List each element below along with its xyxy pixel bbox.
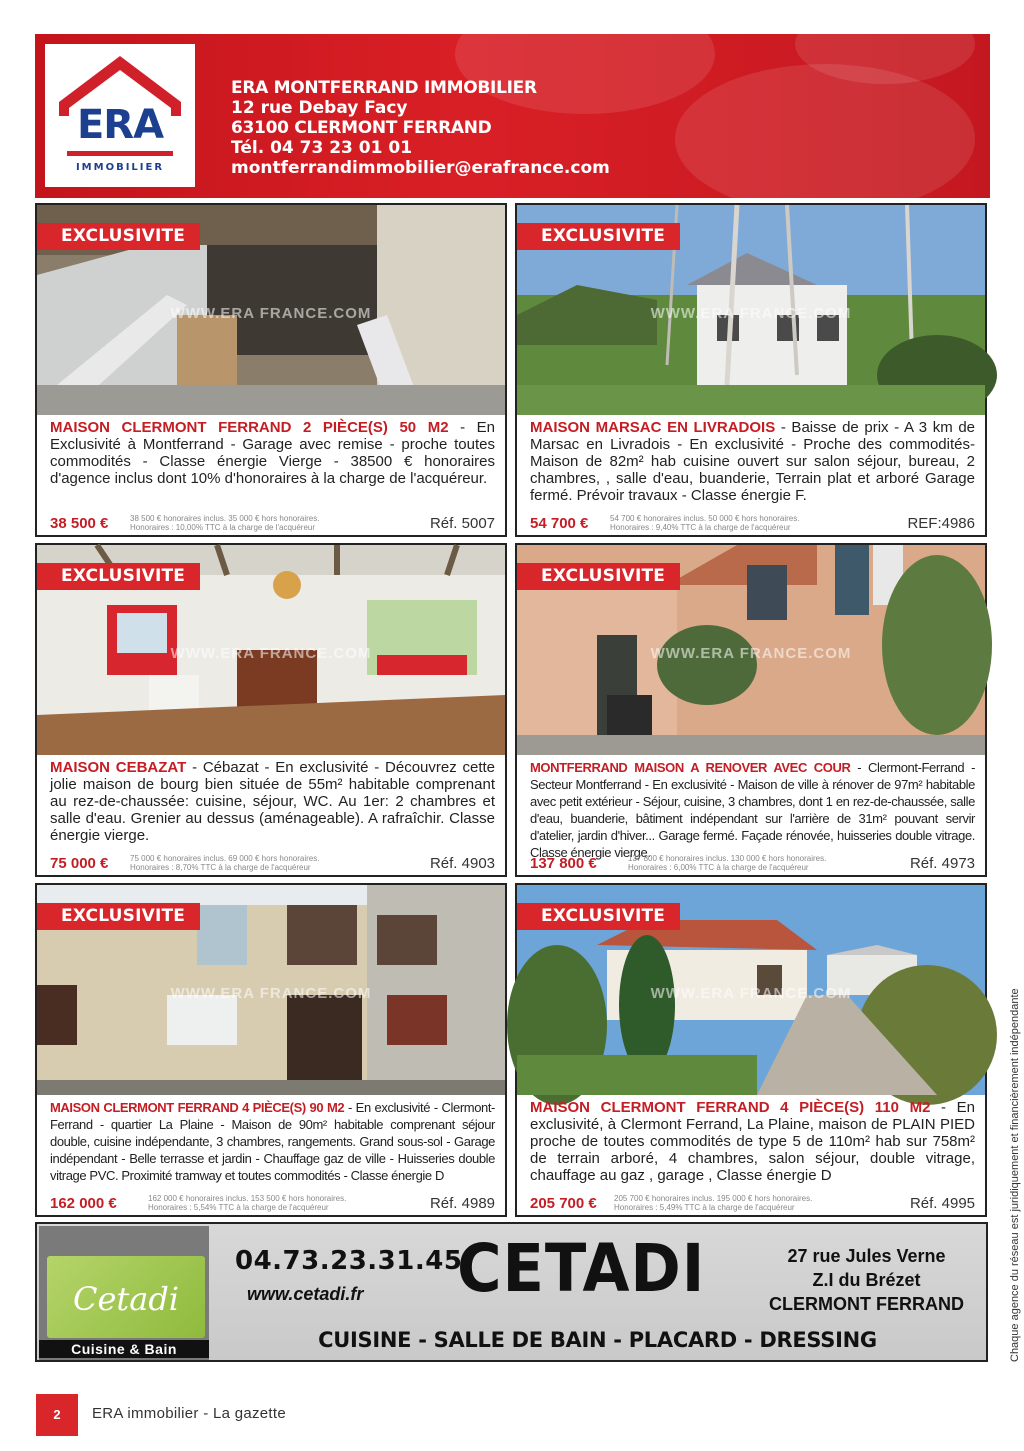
fee-line-1: 137 800 € honoraires inclus. 130 000 € hors honoraires. (628, 854, 827, 863)
listing-card[interactable] (515, 543, 987, 877)
fee-line-2: Honoraires : 6,00% TTC à la charge de l'acquéreur (628, 863, 809, 872)
agency-email[interactable]: montferrandimmobilier@erafrance.com (231, 158, 610, 178)
cetadi-logo-text: Cetadi (72, 1280, 180, 1318)
cetadi-logo-panel (47, 1256, 205, 1338)
logo-subtext: IMMOBILIER (75, 162, 165, 173)
cetadi-logo-subtext: Cuisine & Bain (39, 1340, 209, 1358)
agency-name: ERA MONTFERRAND IMMOBILIER (231, 78, 537, 98)
listing-description (530, 419, 975, 511)
agency-phone[interactable]: Tél. 04 73 23 01 01 (231, 138, 413, 158)
listing-card[interactable] (515, 203, 987, 537)
legal-side-note: Chaque agence du réseau est juridiquement et financièrement indépendante (1009, 988, 1021, 1362)
exclusivity-badge: EXCLUSIVITE (37, 563, 200, 590)
listing-description (50, 759, 495, 851)
fee-line-1: 75 000 € honoraires inclus. 69 000 € hors honoraires. (130, 854, 320, 863)
listing-description (50, 1099, 495, 1191)
listing-body: - Clermont-Ferrand - Secteur Montferrand - En exclusivité - Maison de ville à rénover de 97m² habitable avec petit extérieur - Séjour, cuisine, 3 chambres, dont 1 en rez-de-chaussée, salle d'eau, buanderie, bâtiment indépendant sur l'arrière de 31m² pouvant servir d'atelier, jardin d'hiver... Garage fermé. Façade rénovée, huisseries double vitrage. Classe énergie vierge. (530, 760, 975, 860)
advert-tagline: CUISINE - SALLE DE BAIN - PLACARD - DRESSING (318, 1328, 877, 1352)
advert-website[interactable]: www.cetadi.fr (247, 1284, 364, 1304)
fee-details (614, 1194, 874, 1212)
price-row (50, 513, 495, 535)
price-row (50, 853, 495, 875)
listing-title[interactable]: MAISON MARSAC EN LIVRADOIS (530, 419, 776, 436)
fee-line-1: 54 700 € honoraires inclus. 50 000 € hors honoraires. (610, 514, 800, 523)
agency-city: 63100 CLERMONT FERRAND (231, 118, 492, 138)
advert-brand: CETADI (457, 1230, 706, 1307)
listing-title[interactable]: MAISON CLERMONT FERRAND 2 PIÈCE(S) 50 M2 (50, 419, 449, 436)
footer-title: ERA immobilier - La gazette (92, 1405, 287, 1422)
listing-ref: Réf. 4973 (909, 855, 975, 872)
listing-ref: Réf. 4903 (429, 855, 495, 872)
listing-body: - En exclusivité - Clermont-Ferrand - quartier La Plaine - Maison de 90m² habitable comprenant séjour double, cuisine indépendante, 3 chambres, rangements. Grand sous-sol - Garage indépendant - Belle terrasse et jardin - Chauffage gaz de ville - Huisseries double vitrage PVC. Proximité tramway et toutes commodités - Classe énergie D (50, 1100, 495, 1183)
photo-watermark: WWW.ERA FRANCE.COM (650, 985, 852, 1002)
exclusivity-badge: EXCLUSIVITE (517, 223, 680, 250)
advert-address-line: CLERMONT FERRAND (769, 1294, 964, 1314)
listing-card[interactable] (35, 883, 507, 1217)
price-row (530, 513, 975, 535)
listing-ref: Réf. 4995 (909, 1195, 975, 1212)
photo-watermark: WWW.ERA FRANCE.COM (650, 645, 852, 662)
fee-line-1: 205 700 € honoraires inclus. 195 000 € hors honoraires. (614, 1194, 813, 1203)
exclusivity-badge: EXCLUSIVITE (37, 903, 200, 930)
map-decoration (795, 4, 975, 84)
listing-description (530, 1099, 975, 1191)
listing-body: - En exclusivité, à Clermont Ferrand, La Plaine, maison de PLAIN PIED proche de toutes commodités de type 5 de 110m² hab sur 758m² de terrain arboré, 4 chambres, salon séjour, double vitrage, chauffage au gaz , garage , Classe énergie D (530, 1099, 975, 1184)
agency-header (35, 34, 990, 198)
fee-details (610, 514, 870, 532)
listing-price: 137 800 € (530, 855, 597, 872)
cetadi-logo (39, 1226, 209, 1360)
agency-contact (231, 78, 610, 178)
advert-phone[interactable]: 04.73.23.31.45 (235, 1246, 463, 1276)
listing-card[interactable] (515, 883, 987, 1217)
fee-line-2: Honoraires : 9,40% TTC à la charge de l'acquéreur (610, 523, 791, 532)
price-row (530, 1193, 975, 1215)
listing-price: 75 000 € (50, 855, 109, 872)
advert-address-line: Z.I du Brézet (812, 1270, 921, 1290)
price-row (530, 853, 975, 875)
fee-line-2: Honoraires : 10,00% TTC à la charge de l'acquéreur (130, 523, 316, 532)
listing-title[interactable]: MAISON CEBAZAT (50, 759, 187, 776)
listing-description (50, 419, 495, 511)
photo-watermark: WWW.ERA FRANCE.COM (170, 305, 372, 322)
exclusivity-badge: EXCLUSIVITE (37, 223, 200, 250)
listing-ref: Réf. 5007 (429, 515, 495, 532)
fee-details (628, 854, 888, 872)
fee-details (148, 1194, 408, 1212)
listing-ref: Réf. 4989 (429, 1195, 495, 1212)
agency-street: 12 rue Debay Facy (231, 98, 408, 118)
page-number: 2 (36, 1394, 78, 1436)
photo-watermark: WWW.ERA FRANCE.COM (650, 305, 852, 322)
advert-address (769, 1244, 964, 1316)
photo-watermark: WWW.ERA FRANCE.COM (170, 645, 372, 662)
listing-price: 54 700 € (530, 515, 589, 532)
exclusivity-badge: EXCLUSIVITE (517, 903, 680, 930)
listing-price: 205 700 € (530, 1195, 597, 1212)
listing-body: - Baisse de prix - A 3 km de Marsac en Livradois - En exclusivité - Proche des commodités-Maison de 82m² hab cuisine ouvert sur salon séjour, bureau, 2 chambres, , salle d'eau, buanderie, Terrain plat et arboré Garage fermé. Prévoir travaux - Classe énergie F. (530, 419, 976, 504)
listing-title[interactable]: MAISON CLERMONT FERRAND 4 PIÈCE(S) 110 M2 (530, 1099, 931, 1116)
era-logo[interactable] (45, 44, 195, 187)
listing-body: - Cébazat - En exclusivité - Découvrez cette jolie maison de bourg bien située de 55m² habitable comprenant au rez-de-chaussée: cuisine, séjour, WC. Au 1er: 2 chambres et salle d'eau. Grenier au dessus (aménageable). A rafraîchir. Classe énergie vierge. (50, 759, 495, 844)
fee-line-1: 162 000 € honoraires inclus. 153 500 € hors honoraires. (148, 1194, 347, 1203)
listing-ref: REF:4986 (907, 515, 975, 532)
listing-title[interactable]: MAISON CLERMONT FERRAND 4 PIÈCE(S) 90 M2 (50, 1100, 345, 1115)
listing-card[interactable] (35, 543, 507, 877)
listing-price: 162 000 € (50, 1195, 117, 1212)
logo-divider (67, 151, 173, 156)
map-decoration (675, 64, 975, 214)
listing-body: - En Exclusivité à Montferrand - Garage avec remise - proche toutes commodités - Classe énergie Vierge - 38500 € honoraires d'agence inclus dont 10% d'honoraires à la charge de l'acquéreur. (50, 419, 495, 487)
exclusivity-badge: EXCLUSIVITE (517, 563, 680, 590)
listing-price: 38 500 € (50, 515, 109, 532)
photo-watermark: WWW.ERA FRANCE.COM (170, 985, 372, 1002)
listing-title[interactable]: MONTFERRAND MAISON A RENOVER AVEC COUR (530, 760, 851, 775)
price-row (50, 1193, 495, 1215)
fee-line-2: Honoraires : 8,70% TTC à la charge de l'acquéreur (130, 863, 311, 872)
fee-line-2: Honoraires : 5,49% TTC à la charge de l'acquéreur (614, 1203, 795, 1212)
listing-card[interactable] (35, 203, 507, 537)
logo-wordmark: ERA (76, 102, 164, 148)
advert-address-line: 27 rue Jules Verne (787, 1246, 946, 1266)
cetadi-advert[interactable] (35, 1222, 988, 1362)
fee-details (130, 854, 390, 872)
fee-details (130, 514, 390, 532)
fee-line-2: Honoraires : 5,54% TTC à la charge de l'acquéreur (148, 1203, 329, 1212)
fee-line-1: 38 500 € honoraires inclus. 35 000 € hors honoraires. (130, 514, 320, 523)
